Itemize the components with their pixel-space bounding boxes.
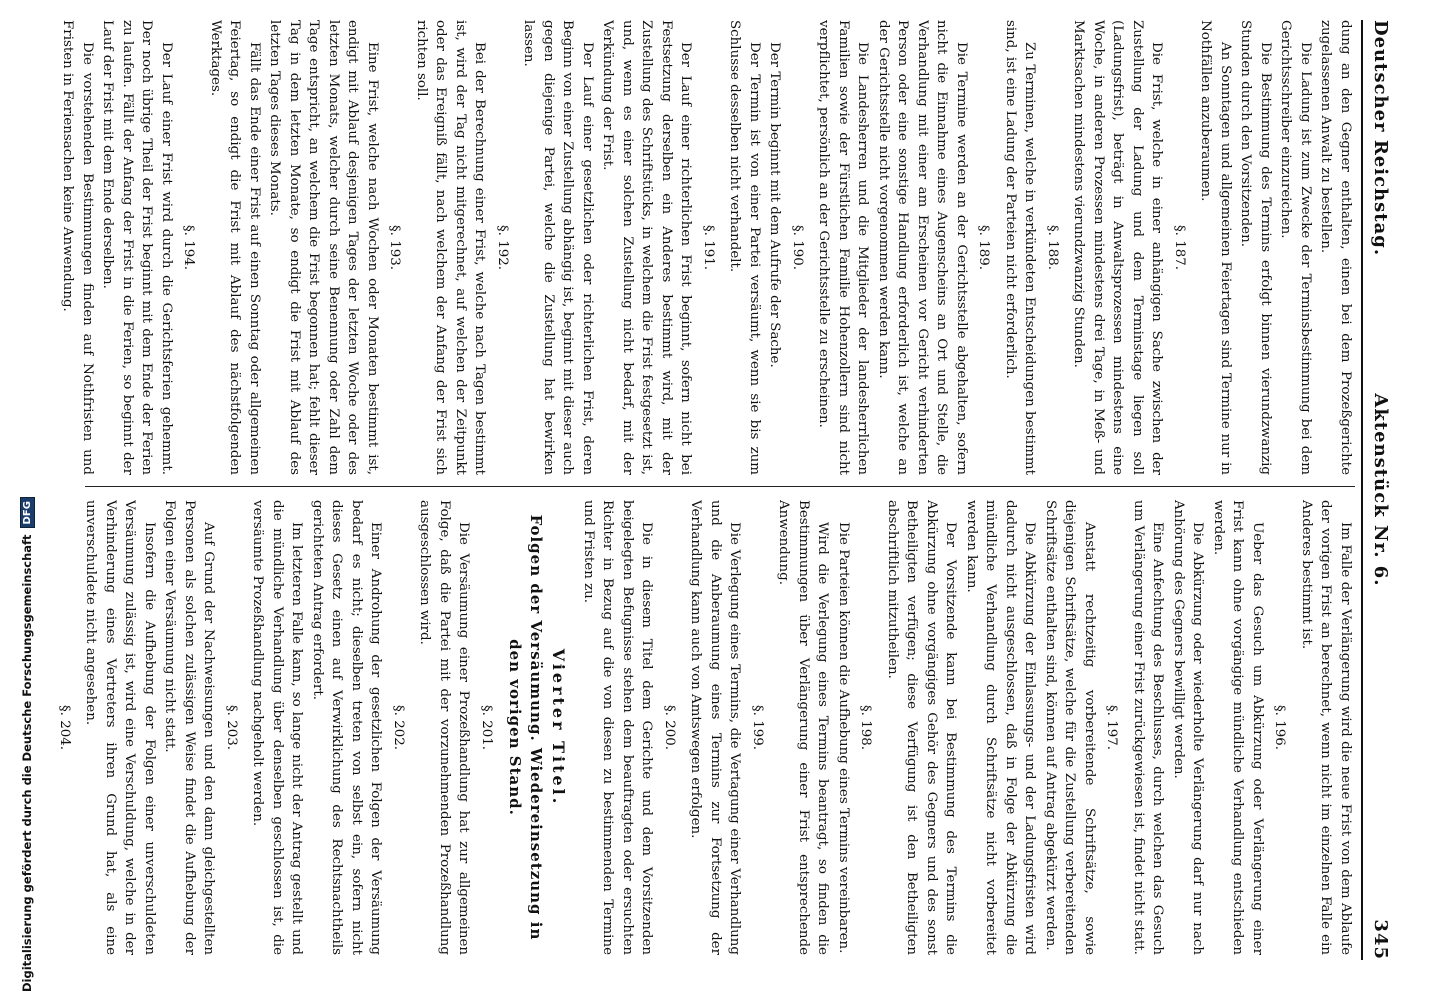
body-paragraph: Die Landesherren und die Mitglieder der landesherrlichen Familien sowie der Fürstlichen Familie Hohenzollern sind nicht verpflichtet, persönlich an der Gerichtsstelle zu erscheinen. xyxy=(816,20,871,475)
body-paragraph: Die Verlegung eines Termins, die Vertagung einer Verhandlung und die Anberaumung eines Termins zur Fortsetzung der Verhandlung kann auch von Amtswegen erfolgen. xyxy=(688,500,743,955)
body-paragraph: Im letzteren Falle kann, so lange nicht der Antrag gestellt und die mündliche Verhandlung über denselben geschlossen ist, die versäumte Prozeßhandlung nachgeholt werden. xyxy=(250,500,305,955)
section-number: §. 191. xyxy=(701,224,716,271)
body-paragraph: Der Vorsitzende kann bei Bestimmung des Termins die Abkürzung ohne vorgängiges Gehör des Gegners und des sonst Betheiligten verfügen; diese Verfügung ist den Betheiligten abschriftlich mitzutheilen. xyxy=(885,500,959,955)
body-paragraph: Auf Grund der Nachweisungen und den dann gleichgestellten Personen als solchen zulässigen Weise findet die Aufhebung der Folgen einer Versäumung nicht statt. xyxy=(162,500,217,955)
body-paragraph: Eine Anfechtung des Beschlusses, durch welchen das Gesuch um Verlängerung einer Frist zurückgewiesen ist, findet nicht statt. xyxy=(1131,500,1166,955)
section-number: §. 192. xyxy=(495,224,510,271)
body-paragraph: Der Lauf einer richterlichen Frist beginnt, sofern nicht bei Festsetzung derselben ein Anderes bestimmt wird, mit der Zustellung des Schriftstücks, in welchem die Frist festgesetzt ist, und, wenn es einer solchen Zustellung nicht bedarf, mit der Verkündung der Frist. xyxy=(600,20,694,475)
header-left: Deutscher Reichstag. xyxy=(1370,20,1391,257)
left-column xyxy=(55,20,1355,475)
section-number: §. 199. xyxy=(750,704,765,751)
body-paragraph: Bei der Berechnung einer Frist, welche nach Tagen bestimmt ist, wird der Tag nicht mitgerechnet, auf welchen der Zeitpunkt oder das Ereigniß fällt, nach welchem der Anfang der Frist sich richten soll. xyxy=(414,20,488,475)
section-number: §. 202. xyxy=(391,704,406,751)
header-page-number: 345 xyxy=(1370,919,1391,960)
body-paragraph: Die Frist, welche in einer anhängigen Sache zwischen der Zustellung der Ladung und dem Terminstage liegen soll (Ladungsfrist), beträgt in Anwaltsprozessen mindestens eine Woche, in anderen Prozessen mindestens drei Tage, in Meß- und Marktsachen mindestens vierundzwanzig Stunden. xyxy=(1071,20,1165,475)
body-paragraph: Der Lauf einer gesetzlichen oder richterlichen Frist, deren Beginn von einer Zustellung abhängig ist, beginnt mit dieser auch gegen diejenige Partei, welche die Zustellung hat bewirken lassen. xyxy=(521,20,595,475)
header-rule xyxy=(1361,20,1363,960)
right-column xyxy=(55,500,1355,955)
body-paragraph: Einer Androhung der gesetzlichen Folgen der Versäumung bedarf es nicht; dieselben treten von selbst ein, sofern nicht dieses Gesetz einen auf Verwirklichung des Rechtsnachtheils gerichteten Antrag erfordert. xyxy=(310,500,384,955)
section-number: §. 187. xyxy=(1172,224,1187,271)
body-paragraph: Wird die Verlegung eines Termins beantragt, so finden die Bestimmungen über Verlängerung einer Frist entsprechende Anwendung. xyxy=(776,500,831,955)
section-number: §. 194. xyxy=(181,224,197,271)
body-paragraph: Eine Frist, welche nach Wochen oder Monaten bestimmt ist, endigt mit Ablauf desjenigen Tages der letzten Woche oder des letzten Monats, welcher durch seine Benennung oder Zahl dem Tage entspricht, an welchem die Frist begonnen hat; fehlt dieser Tag in dem letzten Monate, so endigt die Frist mit Ablauf des letzten Tages dieses Monats. xyxy=(267,20,380,475)
dfg-logo-icon: DFG xyxy=(20,497,35,528)
column-divider xyxy=(85,486,1355,487)
body-paragraph: Die Termine werden an der Gerichtsstelle abgehalten, sofern nicht die Einnahme eines Augenscheins an Ort und Stelle, die Verhandlung mit einer am Erscheinen vor Gericht verhinderten Person oder eine sonstige Handlung erforderlich ist, welche an der Gerichtsstelle nicht vorgenommen werden kann. xyxy=(876,20,969,475)
body-paragraph: An Sonntagen und allgemeinen Feiertagen sind Termine nur in Nothfällen anzuberaumen. xyxy=(1198,20,1233,475)
section-number: §. 203. xyxy=(224,704,239,751)
section-number: §. 204. xyxy=(57,704,72,751)
body-paragraph: Ueber das Gesuch um Abkürzung oder Verlängerung einer Frist kann ohne vorgängige mündliche Verhandlung entschieden werden. xyxy=(1211,500,1265,955)
section-number: §. 189. xyxy=(976,224,992,271)
section-number: §. 197. xyxy=(1104,704,1120,751)
section-number: §. 196. xyxy=(1272,704,1288,751)
section-number: §. 200. xyxy=(662,704,677,751)
body-paragraph: Fällt das Ende einer Frist auf einen Sonntag oder allgemeinen Feiertag, so endigt die Frist mit Ablauf des nächstfolgenden Werktages. xyxy=(208,20,262,475)
body-paragraph: Die vorstehenden Bestimmungen finden auf Nothfristen und Fristen in Feriensachen keine Anwendung. xyxy=(60,20,95,475)
body-paragraph xyxy=(55,20,57,475)
body-paragraph: Anstatt rechtzeitig vorbereitende Schriftsätze, sowie diejenigen Schriftsätze, welche für die Zustellung verbereitenden Schriftsätze enthalten sind, können auf Antrag abgekürzt werden. xyxy=(1043,500,1097,955)
body-paragraph: Die Parteien können die Aufhebung eines Termins vereinbaren. xyxy=(836,522,851,954)
body-paragraph: dung an den Gegner enthalten, einen bei dem Prozeßgerichte zugelassenen Anwalt zu bestellen. xyxy=(1318,20,1353,475)
running-header xyxy=(1365,20,1395,960)
body-paragraph: Im Falle der Verlängerung wird die neue Frist von dem Ablaufe der vorigen Frist an berechnet, wenn nicht im einzelnen Falle ein Anderes bestimmt ist. xyxy=(1299,500,1353,955)
body-paragraph: Die in diesem Titel dem Gerichte und dem Vorsitzenden beigelegten Befugnisse stehen dem beauftragten oder ersuchten Richter in Bezug auf die von diesen zu bestimmenden Termine und Fristen zu. xyxy=(581,500,655,955)
body-paragraph: Insofern die Aufhebung der Folgen einer unverschuldeten Versäumung zulässig ist, wird eine Verschuldung, welche in der Verhinderung eines Vertreters ihren Grund hat, als eine unverschuldete nicht angesehen. xyxy=(83,500,157,955)
body-paragraph: Die Bestimmung des Termins erfolgt binnen vierundzwanzig Stunden durch den Vorsitzenden. xyxy=(1238,20,1273,475)
chapter-title: Vierter Titel. xyxy=(549,648,569,807)
credit-text: Digitalisierung gefördert durch die Deutsche Forschungsgemeinschaft xyxy=(20,534,34,992)
digitization-credit xyxy=(20,497,35,992)
chapter-subtitle: Folgen der Versäumung. Wiedereinsetzung in den vorigen Stand. xyxy=(506,514,545,941)
body-paragraph: Die Abkürzung der Einlassungs- und der Ladungsfristen wird dadurch nicht ausgeschlossen, daß in Folge der Abkürzung die mündliche Verhandlung durch Schriftsätze nicht vorbereitet werden kann. xyxy=(964,500,1038,955)
body-paragraph: Der Lauf einer Frist wird durch die Gerichtsferien gehemmt. Der noch übrige Theil der Frist beginnt mit dem Ende der Ferien zu laufen. Fällt der Anfang der Frist in die Ferien, so beginnt der Lauf der Frist mit dem Ende derselben. xyxy=(100,20,174,475)
body-paragraph: Die Abkürzung oder wiederholte Verlängerung darf nur nach Anhörung des Gegners bewilligt werden. xyxy=(1171,500,1206,955)
section-number: §. 198. xyxy=(858,704,874,751)
section-number: §. 193. xyxy=(387,224,403,271)
body-paragraph: Der Termin ist von einer Partei versäumt, wenn sie bis zum Schlusse desselben nicht verhandelt. xyxy=(727,20,762,475)
section-number: §. 190. xyxy=(790,224,805,271)
body-paragraph: Die Ladung ist zum Zwecke der Terminsbestimmung bei dem Gerichtsschreiber einzureichen. xyxy=(1278,20,1313,475)
body-paragraph: Der Termin beginnt mit dem Aufrufe der Sache. xyxy=(767,42,783,368)
body-paragraph: Die Versäumung einer Prozeßhandlung hat zur allgemeinen Folge, daß die Partei mit der vorzunehmenden Prozeßhandlung ausgeschlossen wird. xyxy=(417,500,472,955)
header-center: Aktenstück Nr. 6. xyxy=(1370,393,1391,587)
section-number: §. 201. xyxy=(479,704,494,751)
section-number: §. 188. xyxy=(1045,224,1060,271)
body-paragraph: Zu Terminen, welche in verkündeten Entscheidungen bestimmt sind, ist eine Ladung der Parteien nicht erforderlich. xyxy=(1003,20,1038,475)
rotated-page xyxy=(25,10,1395,970)
